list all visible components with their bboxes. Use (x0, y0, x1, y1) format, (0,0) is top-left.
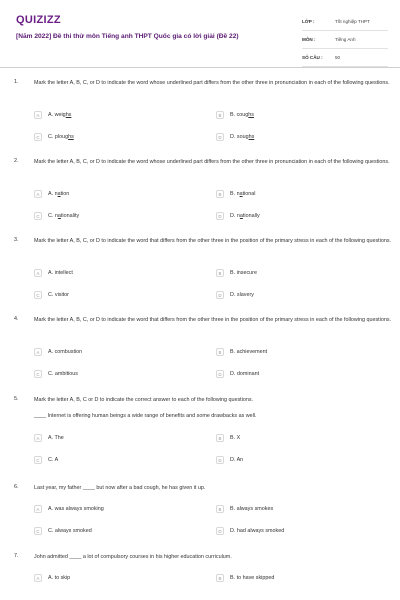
option-letter: A (34, 348, 42, 356)
option-c[interactable]: C C. nationality (34, 211, 79, 221)
question-number: 2. (14, 158, 19, 164)
option-letter: B (216, 269, 224, 277)
option-letter: A (34, 111, 42, 119)
option-letter: D (216, 527, 224, 535)
option-b[interactable]: B B. to have skipped (216, 573, 274, 583)
page-header (0, 0, 400, 64)
option-a[interactable]: A A. The (34, 433, 64, 443)
option-d[interactable]: D D. An (216, 455, 243, 465)
option-b[interactable]: B B. always smokes (216, 504, 273, 514)
option-letter: D (216, 212, 224, 220)
question-number: 5. (14, 396, 19, 402)
meta-row-subject (302, 31, 388, 49)
option-d[interactable]: D D. had always smoked (216, 526, 284, 536)
header-divider (0, 67, 400, 68)
option-letter: B (216, 574, 224, 582)
page-title: [Năm 2022] Đề thi thử môn Tiếng anh THPT Quốc gia có lời giải (Đề 22) (16, 33, 239, 40)
meta-label: SỐ CÂU : (302, 55, 323, 60)
meta-value: 50 (335, 55, 341, 60)
option-b[interactable]: B B. achievement (216, 347, 267, 357)
quizizz-logo: QUIZIZZ (16, 14, 61, 26)
option-b[interactable]: B B. coughs (216, 110, 254, 120)
question-text: Mark the letter A, B, C, or D to indicate the word that differs from the other three in the position of the primary stress in each of the following questions. (34, 238, 392, 244)
meta-label: LỚP : (302, 19, 315, 24)
option-letter: B (216, 348, 224, 356)
meta-table (302, 13, 388, 67)
option-letter: A (34, 434, 42, 442)
option-letter: C (34, 527, 42, 535)
question-text: Mark the letter A, B, C, or D to indicate the word whose underlined part differs from the other three in pronunciation in each of the following questions. (34, 80, 390, 86)
question-text: Mark the letter A, B, C or D to indicate the correct answer to each of the following questions. (34, 397, 254, 403)
question-text: Last year, my father ____ but now after a bad cough, he has given it up. (34, 485, 206, 491)
option-a[interactable]: A A. nation (34, 189, 69, 199)
option-c[interactable]: C C. always smoked (34, 526, 92, 536)
option-c[interactable]: C C. A (34, 455, 58, 465)
option-letter: A (34, 190, 42, 198)
option-letter: C (34, 291, 42, 299)
option-letter: C (34, 133, 42, 141)
question-number: 3. (14, 237, 19, 243)
question-text: Mark the letter A, B, C, or D to indicate the word that differs from the other three in the position of the primary stress in each of the following questions. (34, 317, 392, 323)
option-b[interactable]: B B. X (216, 433, 240, 443)
option-letter: C (34, 370, 42, 378)
option-letter: D (216, 456, 224, 464)
question-number: 4. (14, 316, 19, 322)
option-letter: B (216, 190, 224, 198)
option-a[interactable]: A A. was always smoking (34, 504, 104, 514)
option-letter: D (216, 291, 224, 299)
option-b[interactable]: B B. insecure (216, 268, 257, 278)
option-d[interactable]: D D. dominant (216, 369, 259, 379)
question-number: 7. (14, 553, 19, 559)
option-letter: A (34, 505, 42, 513)
option-d[interactable]: D D. soughs (216, 132, 254, 142)
option-b[interactable]: B B. national (216, 189, 255, 199)
option-a[interactable]: A A. combustion (34, 347, 82, 357)
option-c[interactable]: C C. visitor (34, 290, 69, 300)
option-letter: B (216, 111, 224, 119)
option-letter: C (34, 456, 42, 464)
question-text: John admitted ____ a lot of compulsory courses in his higher education curriculum. (34, 554, 232, 560)
option-d[interactable]: D D. nationally (216, 211, 260, 221)
meta-row-class (302, 13, 388, 31)
meta-value: Tiếng Anh (335, 37, 356, 42)
meta-value: Tốt nghiệp THPT (335, 19, 370, 24)
option-letter: A (34, 574, 42, 582)
question-stem: ____ Internet is offering human beings a wide range of benefits and some drawbacks as well. (34, 413, 257, 419)
option-d[interactable]: D D. slavery (216, 290, 254, 300)
meta-label: MÔN : (302, 37, 316, 42)
option-letter: B (216, 434, 224, 442)
meta-row-count (302, 49, 388, 67)
option-letter: D (216, 133, 224, 141)
option-a[interactable]: A A. to skip (34, 573, 70, 583)
option-c[interactable]: C C. ploughs (34, 132, 74, 142)
option-letter: D (216, 370, 224, 378)
question-number: 1. (14, 79, 19, 85)
option-a[interactable]: A A. intellect (34, 268, 73, 278)
question-number: 6. (14, 484, 19, 490)
option-letter: A (34, 269, 42, 277)
option-a[interactable]: A A. weighs (34, 110, 71, 120)
option-letter: C (34, 212, 42, 220)
option-c[interactable]: C C. ambitious (34, 369, 78, 379)
option-letter: B (216, 505, 224, 513)
question-text: Mark the letter A, B, C, or D to indicate the word whose underlined part differs from the other three in pronunciation in each of the following questions. (34, 159, 390, 165)
